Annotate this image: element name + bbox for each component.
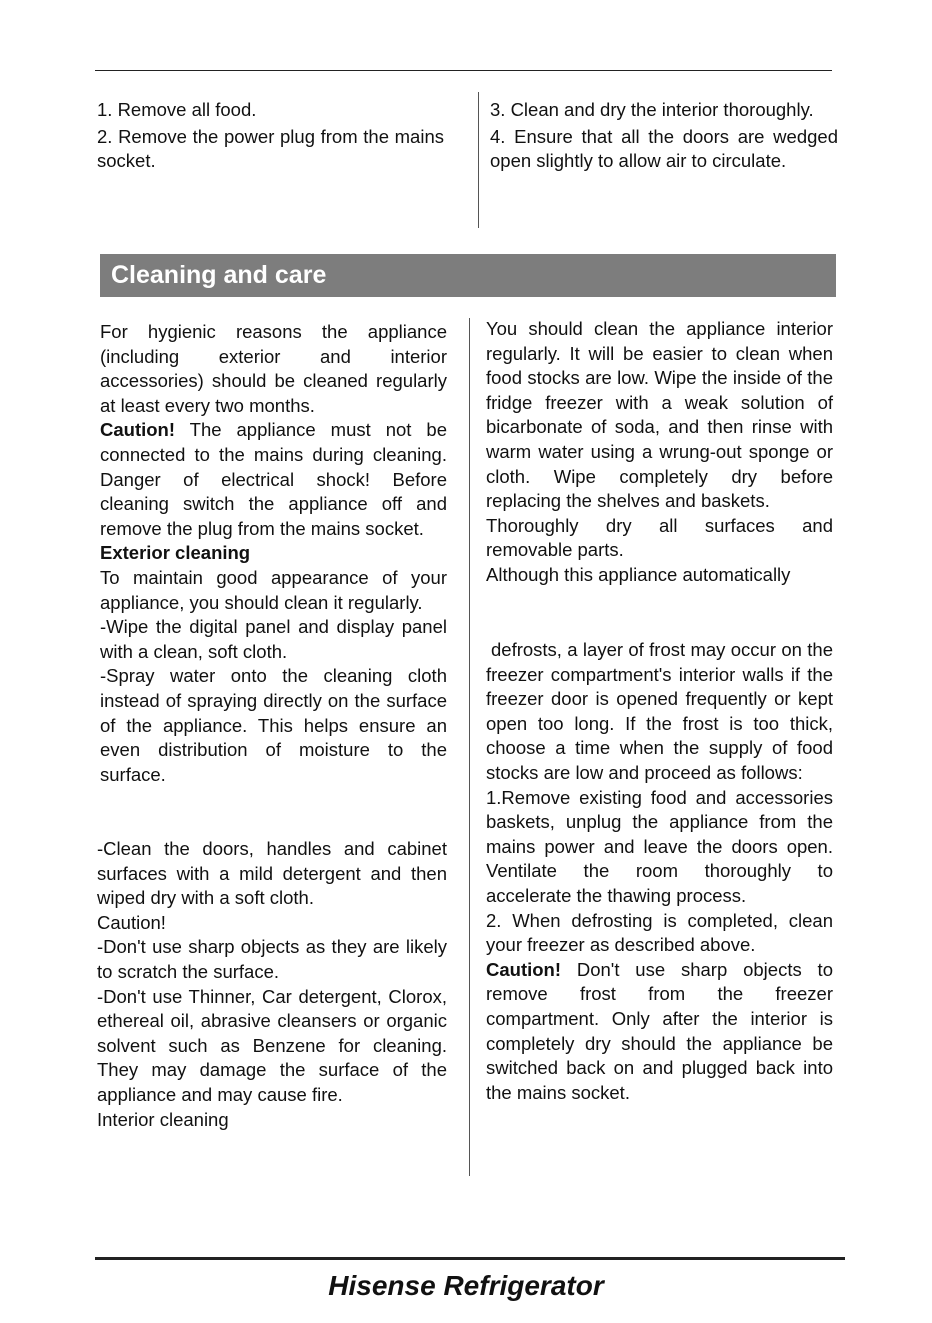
tip-1: -Wipe the digital panel and display panel with a clean, soft cloth. xyxy=(100,616,447,662)
footer-rule xyxy=(95,1257,845,1260)
top-right-steps xyxy=(490,98,838,174)
warning-1: -Don't use sharp objects as they are likely to scratch the surface. xyxy=(97,936,447,982)
top-column-divider xyxy=(478,92,479,228)
caution-paragraph xyxy=(100,418,447,541)
defrost-intro: Although this appliance automatically xyxy=(486,563,791,585)
left-column-lower xyxy=(97,837,447,1132)
left-column xyxy=(100,320,447,787)
top-left-steps xyxy=(97,98,444,174)
caution-text: Don't use sharp objects to remove frost from the freezer compartment. Only after the interior is completely dry should the appliance be switched back on and plugged back into the mains socket. xyxy=(486,958,833,1103)
step-4: 4. Ensure that all the doors are wedged open slightly to allow air to circulate. xyxy=(490,125,838,172)
right-column-lower xyxy=(486,638,833,1105)
intro-paragraph: For hygienic reasons the appliance (including exterior and interior accessories) should be cleaned regularly at least every two months. xyxy=(100,321,447,416)
caution-text: The appliance must not be connected to the mains during cleaning. Danger of electrical shock! Before cleaning switch the appliance off and remove the plug from the mains socket. xyxy=(100,419,447,539)
defrost-caution xyxy=(486,958,833,1106)
caution-label: Caution! xyxy=(486,958,562,980)
caution-label: Caution! xyxy=(100,419,176,441)
defrost-paragraph: defrosts, a layer of frost may occur on the freezer compartment's interior walls if the freezer door is opened frequently or kept open too long. If the frost is too thick, choose a time when the supply of food stocks are low and proceed as follows: xyxy=(486,639,833,783)
caution-2: Caution! xyxy=(97,911,166,933)
right-column xyxy=(486,317,833,588)
section-title: Cleaning and care xyxy=(100,254,836,297)
column-divider xyxy=(469,318,470,1176)
interior-paragraph: You should clean the appliance interior regularly. It will be easier to clean when food stocks are low. Wipe the inside of the fridge freezer with a weak solution of bicarbonate of soda, and then rinse with warm water using a wrung-out sponge or cloth. Wipe completely dry before replacing the shelves and baskets. xyxy=(486,318,833,512)
header-rule xyxy=(95,70,832,71)
warning-2: -Don't use Thinner, Car detergent, Clorox, ethereal oil, abrasive cleansers or organic solvent such as Benzene for cleaning. They may damage the surface of the appliance and may cause fire. xyxy=(97,985,447,1105)
defrost-step-1: 1.Remove existing food and accessories baskets, unplug the appliance from the mains power and leave the doors open. Ventilate the room thoroughly to accelerate the thawing process. xyxy=(486,786,833,906)
footer-brand: Hisense Refrigerator xyxy=(328,1270,604,1301)
defrost-step-2: 2. When defrosting is completed, clean your freezer as described above. xyxy=(486,909,833,956)
step-3: 3. Clean and dry the interior thoroughly. xyxy=(490,99,814,120)
exterior-heading: Exterior cleaning xyxy=(100,542,251,564)
tip-3: -Clean the doors, handles and cabinet surfaces with a mild detergent and then wiped dry with a soft cloth. xyxy=(97,838,447,909)
exterior-paragraph: To maintain good appearance of your appliance, you should clean it regularly. xyxy=(100,566,447,613)
step-1: 1. Remove all food. xyxy=(97,99,257,120)
tip-2: -Spray water onto the cleaning cloth instead of spraying directly on the surface of the appliance. This helps ensure an even distribution of moisture to the surface. xyxy=(100,665,447,785)
step-2: 2. Remove the power plug from the mains socket. xyxy=(97,125,444,172)
interior-heading: Interior cleaning xyxy=(97,1108,229,1130)
dry-paragraph: Thoroughly dry all surfaces and removable parts. xyxy=(486,514,833,561)
